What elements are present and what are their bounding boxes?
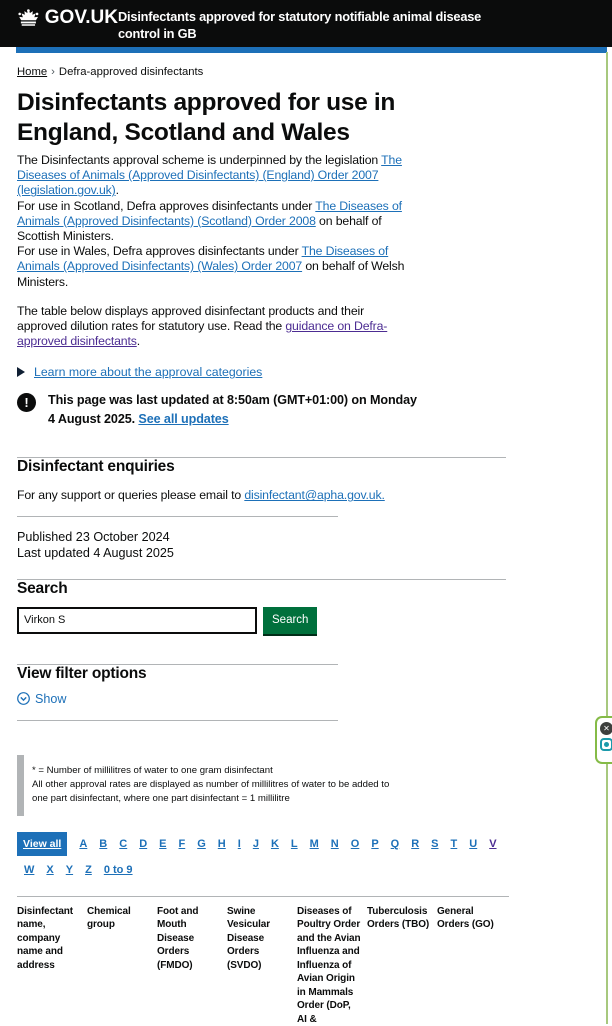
table-column-header: Diseases of Poultry Order and the Avian Influenza and Influenza of Avian Origin in Mammals Order (DoP, AI & — [297, 905, 361, 1025]
breadcrumb-separator: › — [51, 66, 55, 78]
govuk-logo-text: GOV.UK — [44, 7, 118, 28]
govuk-logo[interactable] — [17, 7, 118, 29]
filter-show-toggle[interactable] — [17, 692, 77, 706]
inset-note-line: All other approval rates are displayed as number of millilitres of water to be added to — [32, 779, 390, 791]
search-button[interactable]: Search — [263, 607, 317, 634]
letter-filter-d[interactable]: D — [139, 837, 148, 850]
email-link[interactable]: disinfectant@apha.gov.uk. — [244, 488, 385, 503]
breadcrumb — [17, 66, 595, 78]
letter-filter-x[interactable]: X — [46, 863, 54, 876]
letter-filter-e[interactable]: E — [159, 837, 167, 850]
breadcrumb-current: Defra-approved disinfectants — [58, 66, 204, 78]
screenshot-extension-widget — [595, 716, 612, 764]
search-form — [17, 607, 595, 634]
paragraph — [17, 199, 408, 245]
text-segment: . — [136, 334, 141, 349]
letter-filter-u[interactable]: U — [469, 837, 478, 850]
filter-show-label: Show — [35, 691, 67, 706]
letter-filter-l[interactable]: L — [290, 837, 298, 850]
results-table-header-row — [17, 905, 517, 1026]
table-top-border — [17, 896, 509, 897]
last-updated-notice — [17, 391, 419, 429]
search-input[interactable] — [17, 607, 257, 634]
see-all-updates-link[interactable]: See all updates — [138, 412, 229, 427]
text-segment: on behalf of Scottish Ministers. — [17, 213, 382, 244]
breadcrumb-home-link[interactable]: Home — [17, 66, 48, 78]
letter-filter-q[interactable]: Q — [390, 837, 400, 850]
publication-meta — [17, 529, 595, 561]
text-segment: For any support or queries please email to — [17, 488, 245, 503]
enquiries-heading: Disinfectant enquiries — [17, 458, 175, 476]
letter-filter-s[interactable]: S — [431, 837, 439, 850]
exclamation-icon: ! — [17, 393, 36, 412]
inset-note — [17, 755, 595, 816]
search-heading: Search — [17, 579, 68, 597]
details-toggle[interactable] — [17, 365, 595, 379]
guidance-link[interactable]: guidance on Defra-approved disinfectants — [17, 319, 388, 349]
table-column-header: Chemical group — [87, 905, 131, 931]
text-segment: The Disinfectants approval scheme is underpinned by the legislation — [17, 153, 382, 167]
table-intro-paragraph — [17, 304, 408, 350]
text-segment: This page was last updated at 8:50am (GMT+01:00) on Monday 4 August 2025. — [48, 393, 417, 427]
extension-app-icon[interactable] — [600, 738, 612, 751]
letter-filter-h[interactable]: H — [217, 837, 226, 850]
text-segment: For use in Scotland, Defra approves disinfectants under — [17, 198, 316, 213]
paragraph — [17, 244, 408, 290]
letter-filter-c[interactable]: C — [119, 837, 128, 850]
letter-filter-g[interactable]: G — [197, 837, 206, 850]
letter-filter-w[interactable]: W — [24, 863, 35, 876]
table-column-header: Disinfectant name, company name and address — [17, 905, 74, 971]
legislation-paragraphs — [17, 153, 408, 290]
letter-filter-j[interactable]: J — [252, 837, 259, 850]
page-title: Disinfectants approved for use in England, Scotland and Wales — [17, 89, 396, 146]
letter-filter-k[interactable]: K — [270, 837, 279, 850]
england-order-link[interactable]: The Diseases of Animals (Approved Disinfectants) (England) Order 2007 (legislation.gov.uk) — [17, 153, 402, 198]
details-arrow-icon — [17, 367, 25, 377]
table-column-header: Tuberculosis Orders (TBO) — [367, 905, 430, 931]
letter-filter-i[interactable]: I — [237, 837, 241, 850]
letter-filter-0-to-9[interactable]: 0 to 9 — [103, 863, 133, 876]
details-summary-link[interactable]: Learn more about the approval categories — [34, 365, 263, 380]
text-segment: on behalf of Welsh Ministers. — [17, 259, 405, 289]
govuk-header — [0, 0, 612, 47]
letter-filter-v[interactable]: V — [489, 837, 497, 850]
crown-icon — [17, 7, 40, 29]
text-segment: The table below displays approved disinfectant products and their approved dilution rates for statutory use. Read the — [17, 303, 365, 334]
letter-filter-r[interactable]: R — [411, 837, 420, 850]
paragraph — [17, 304, 408, 350]
letter-filter-b[interactable]: B — [99, 837, 108, 850]
table-column-header: Foot and Mouth Disease Orders (FMDO) — [157, 905, 199, 971]
section-divider — [17, 516, 338, 517]
letter-filter-a[interactable]: A — [79, 837, 88, 850]
table-column-header: Swine Vesicular Disease Orders (SVDO) — [227, 905, 271, 971]
close-icon[interactable]: ✕ — [600, 722, 612, 735]
last-updated-date: Last updated 4 August 2025 — [17, 545, 174, 560]
section-divider — [17, 720, 338, 721]
letter-filter-y[interactable]: Y — [65, 863, 74, 876]
scotland-order-link[interactable]: The Diseases of Animals (Approved Disinfectants) (Scotland) Order 2008 — [17, 198, 402, 228]
text-segment: For use in Wales, Defra approves disinfectants under — [17, 244, 302, 259]
enquiries-line — [17, 488, 408, 503]
letter-filter-p[interactable]: P — [371, 837, 379, 850]
published-date: Published 23 October 2024 — [17, 529, 170, 544]
alphabet-filter-row-1 — [17, 832, 522, 856]
letter-filter-o[interactable]: O — [350, 837, 360, 850]
filter-options-heading: View filter options — [17, 664, 147, 682]
right-edge-marker-line — [606, 52, 608, 1024]
table-column-header: General Orders (GO) — [437, 905, 494, 931]
main-content — [17, 53, 595, 1026]
text-segment: . — [115, 183, 119, 198]
letter-filter-z[interactable]: Z — [85, 863, 92, 876]
extension-app-dot — [604, 742, 609, 747]
letter-filter-f[interactable]: F — [178, 837, 186, 850]
chevron-down-circle-icon — [17, 692, 30, 705]
wales-order-link[interactable]: The Diseases of Animals (Approved Disinfectants) (Wales) Order 2007 — [17, 244, 389, 274]
paragraph — [17, 153, 408, 199]
letter-filter-m[interactable]: M — [309, 837, 319, 850]
inset-note-line: one part disinfectant, where one part disinfectant = 1 millilitre — [32, 793, 290, 805]
service-name[interactable]: Disinfectants approved for statutory notifiable animal disease control in GB — [118, 9, 482, 41]
letter-filter-t[interactable]: T — [450, 837, 458, 850]
notice-text — [48, 391, 419, 429]
inset-note-line: * = Number of millilitres of water to one gram disinfectant — [32, 764, 273, 776]
alphabet-filter-row-2 — [17, 864, 522, 876]
letter-filter-view-all[interactable]: View all — [17, 832, 67, 856]
letter-filter-n[interactable]: N — [330, 837, 339, 850]
